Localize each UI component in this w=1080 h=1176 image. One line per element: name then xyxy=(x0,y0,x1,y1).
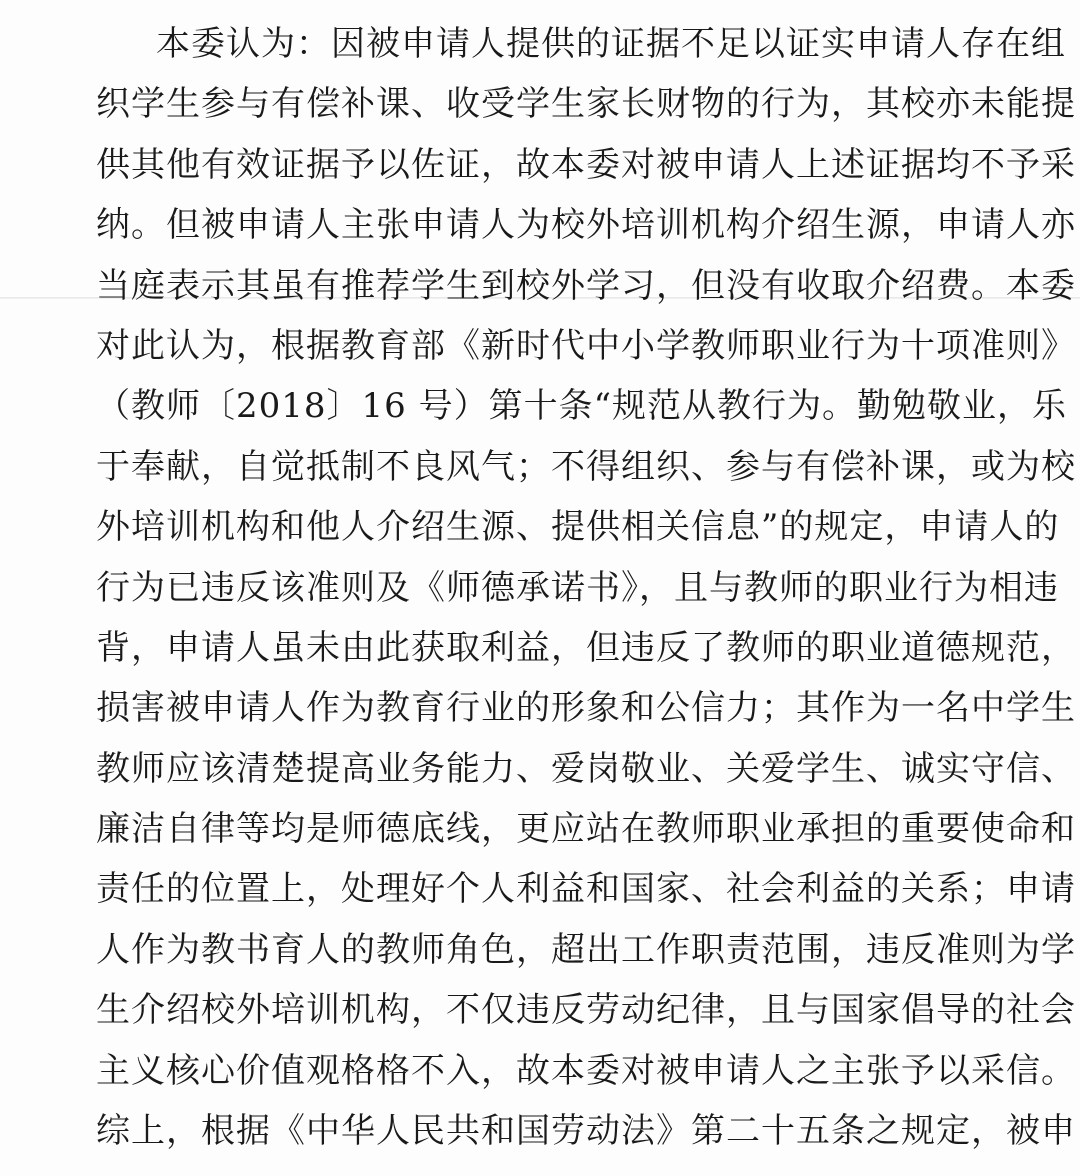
paragraph-line: 生介绍校外培训机构，不仅违反劳动纪律，且与国家倡导的社会 xyxy=(96,990,1076,1031)
paragraph-line: 责任的位置上，处理好个人利益和国家、社会利益的关系；申请 xyxy=(96,869,1076,910)
paragraph-line: 主义核心价值观格格不入，故本委对被申请人之主张予以采信。 xyxy=(96,1050,1076,1091)
paragraph-line: 背，申请人虽未由此获取利益，但违反了教师的职业道德规范， xyxy=(96,627,1076,668)
paragraph-line: 供其他有效证据予以佐证，故本委对被申请人上述证据均不予采 xyxy=(96,144,1076,185)
paragraph-line: 行为已违反该准则及《师德承诺书》，且与教师的职业行为相违 xyxy=(96,567,1059,608)
paragraph-line: 织学生参与有偿补课、收受学生家长财物的行为，其校亦未能提 xyxy=(96,84,1076,125)
paragraph-line: 外培训机构和他人介绍生源、提供相关信息”的规定，申请人的 xyxy=(96,507,1060,548)
paragraph-line: （教师〔2018〕16 号）第十条“规范从教行为。勤勉敬业，乐 xyxy=(96,386,1067,427)
paragraph-line: 当庭表示其虽有推荐学生到校外学习，但没有收取介绍费。本委 xyxy=(96,265,1076,306)
paragraph-line: 于奉献，自觉抵制不良风气；不得组织、参与有偿补课，或为校 xyxy=(96,446,1076,487)
paragraph-line: 损害被申请人作为教育行业的形象和公信力；其作为一名中学生 xyxy=(96,688,1076,729)
paragraph-line: 纳。但被申请人主张申请人为校外培训机构介绍生源，申请人亦 xyxy=(96,205,1076,246)
paragraph-line: 本委认为：因被申请人提供的证据不足以证实申请人存在组 xyxy=(156,24,1066,64)
paragraph-line: 综上，根据《中华人民共和国劳动法》第二十五条之规定，被申 xyxy=(96,1111,1076,1152)
paragraph-line: 教师应该清楚提高业务能力、爱岗敬业、关爱学生、诚实守信、 xyxy=(96,748,1076,789)
paragraph-line: 人作为教书育人的教师角色，超出工作职责范围，违反准则为学 xyxy=(96,929,1076,970)
paragraph-line: 对此认为，根据教育部《新时代中小学教师职业行为十项准则》 xyxy=(96,325,1076,366)
document-body xyxy=(96,14,1076,1161)
paragraph-line: 廉洁自律等均是师德底线，更应站在教师职业承担的重要使命和 xyxy=(96,809,1076,850)
